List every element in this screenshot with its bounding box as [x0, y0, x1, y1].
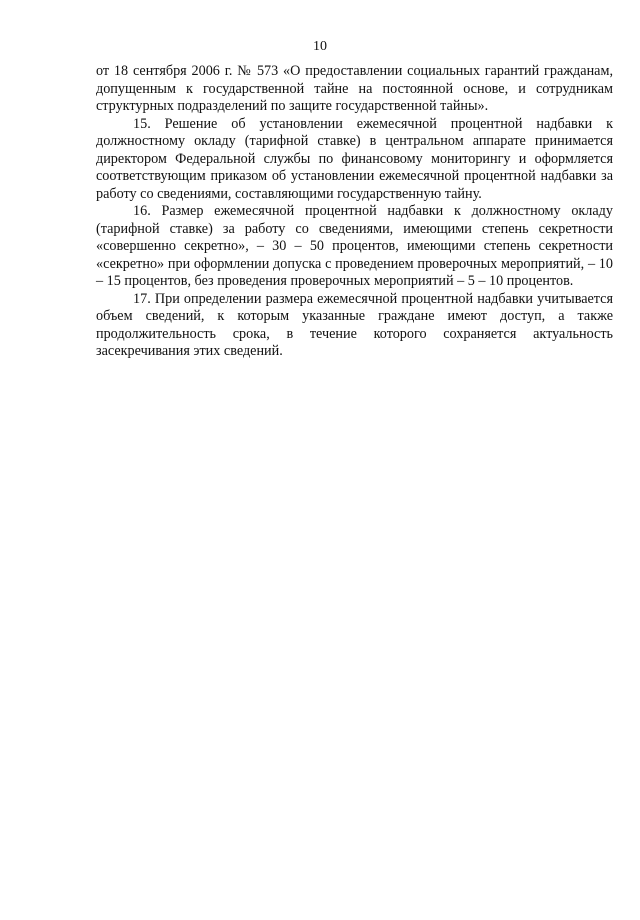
- paragraph-17: 17. При определении размера ежемесячной процентной надбавки учитывается объем сведений, к которым указанные граждане имеют доступ, а также продолжительность срока, в течение которого сохраняется актуальность засекречивания этих сведений.: [96, 290, 613, 359]
- document-body: [96, 63, 613, 361]
- paragraph-continuation: от 18 сентября 2006 г. № 573 «О предоставлении социальных гарантий гражданам, допущенным к государственной тайне на постоянной основе, и сотрудникам структурных подразделений по защите государственной тайны».: [96, 63, 613, 114]
- paragraph-16: 16. Размер ежемесячной процентной надбавки к должностному окладу (тарифной ставке) за работу со сведениями, имеющими степень секретности «совершенно секретно», – 30 – 50 процентов, имеющими степень секретности «секретно» при оформлении допуска с проведением проверочных мероприятий, – 10 – 15 процентов, без проведения проверочных мероприятий – 5 – 10 процентов.: [96, 203, 613, 289]
- paragraph-15: 15. Решение об установлении ежемесячной процентной надбавки к должностному окладу (тарифной ставке) в центральном аппарате принимается директором Федеральной службы по финансовому мониторингу и оформляется соответствующим приказом об установлении ежемесячной процентной надбавки за работу со сведениями, составляющими государственную тайну.: [96, 115, 613, 202]
- page-number: 10: [313, 39, 327, 54]
